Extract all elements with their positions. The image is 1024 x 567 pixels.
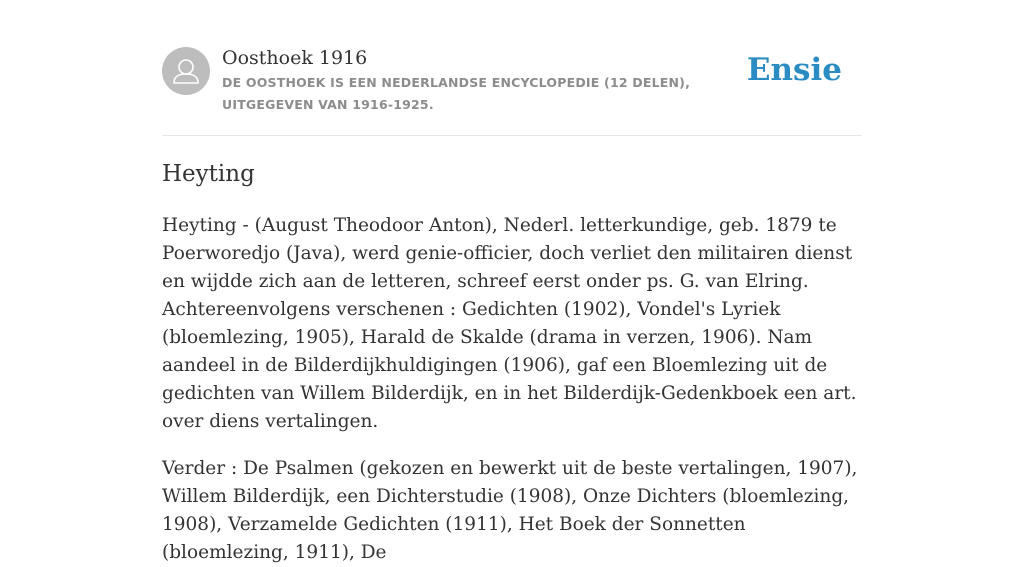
article-title: Heyting [162,161,255,187]
user-avatar-icon[interactable] [162,47,210,95]
source-description: DE OOSTHOEK IS EEN NEDERLANDSE ENCYCLOPEDIE (12 DELEN), UITGEGEVEN VAN 1916-1925. [222,75,691,112]
article-paragraph: Heyting - (August Theodoor Anton), Nederl. letterkundige, geb. 1879 te Poerworedjo (Java), werd genie-officier, doch verliet den militairen dienst en wijdde zich aan de letteren, schreef eerst onder ps. G. van Elring. Achtereenvolgens verschenen : Gedichten (1902), Vondel's Lyriek (bloemlezing, 1905), Harald de Skalde (drama in verzen, 1906). Nam aandeel in de Bilderdijkhuldigingen (1906), gaf een Bloemlezing uit de gedichten van Willem Bilderdijk, en in het Bilderdijk-Gedenkboek een art. over diens vertalingen. [162,215,857,432]
source-header [162,44,862,136]
article [162,158,862,567]
article-paragraph: Verder : De Psalmen (gekozen en bewerkt uit de beste vertalingen, 1907), Willem Bilderdijk, een Dichterstudie (1908), Onze Dichters (bloemlezing, 1908), Verzamelde Gedichten (1911), Het Boek der Sonnetten (bloemlezing, 1911), De [162,458,858,563]
source-title[interactable]: Oosthoek 1916 [222,47,368,69]
brand-logo-link[interactable]: Ensie [746,52,842,88]
